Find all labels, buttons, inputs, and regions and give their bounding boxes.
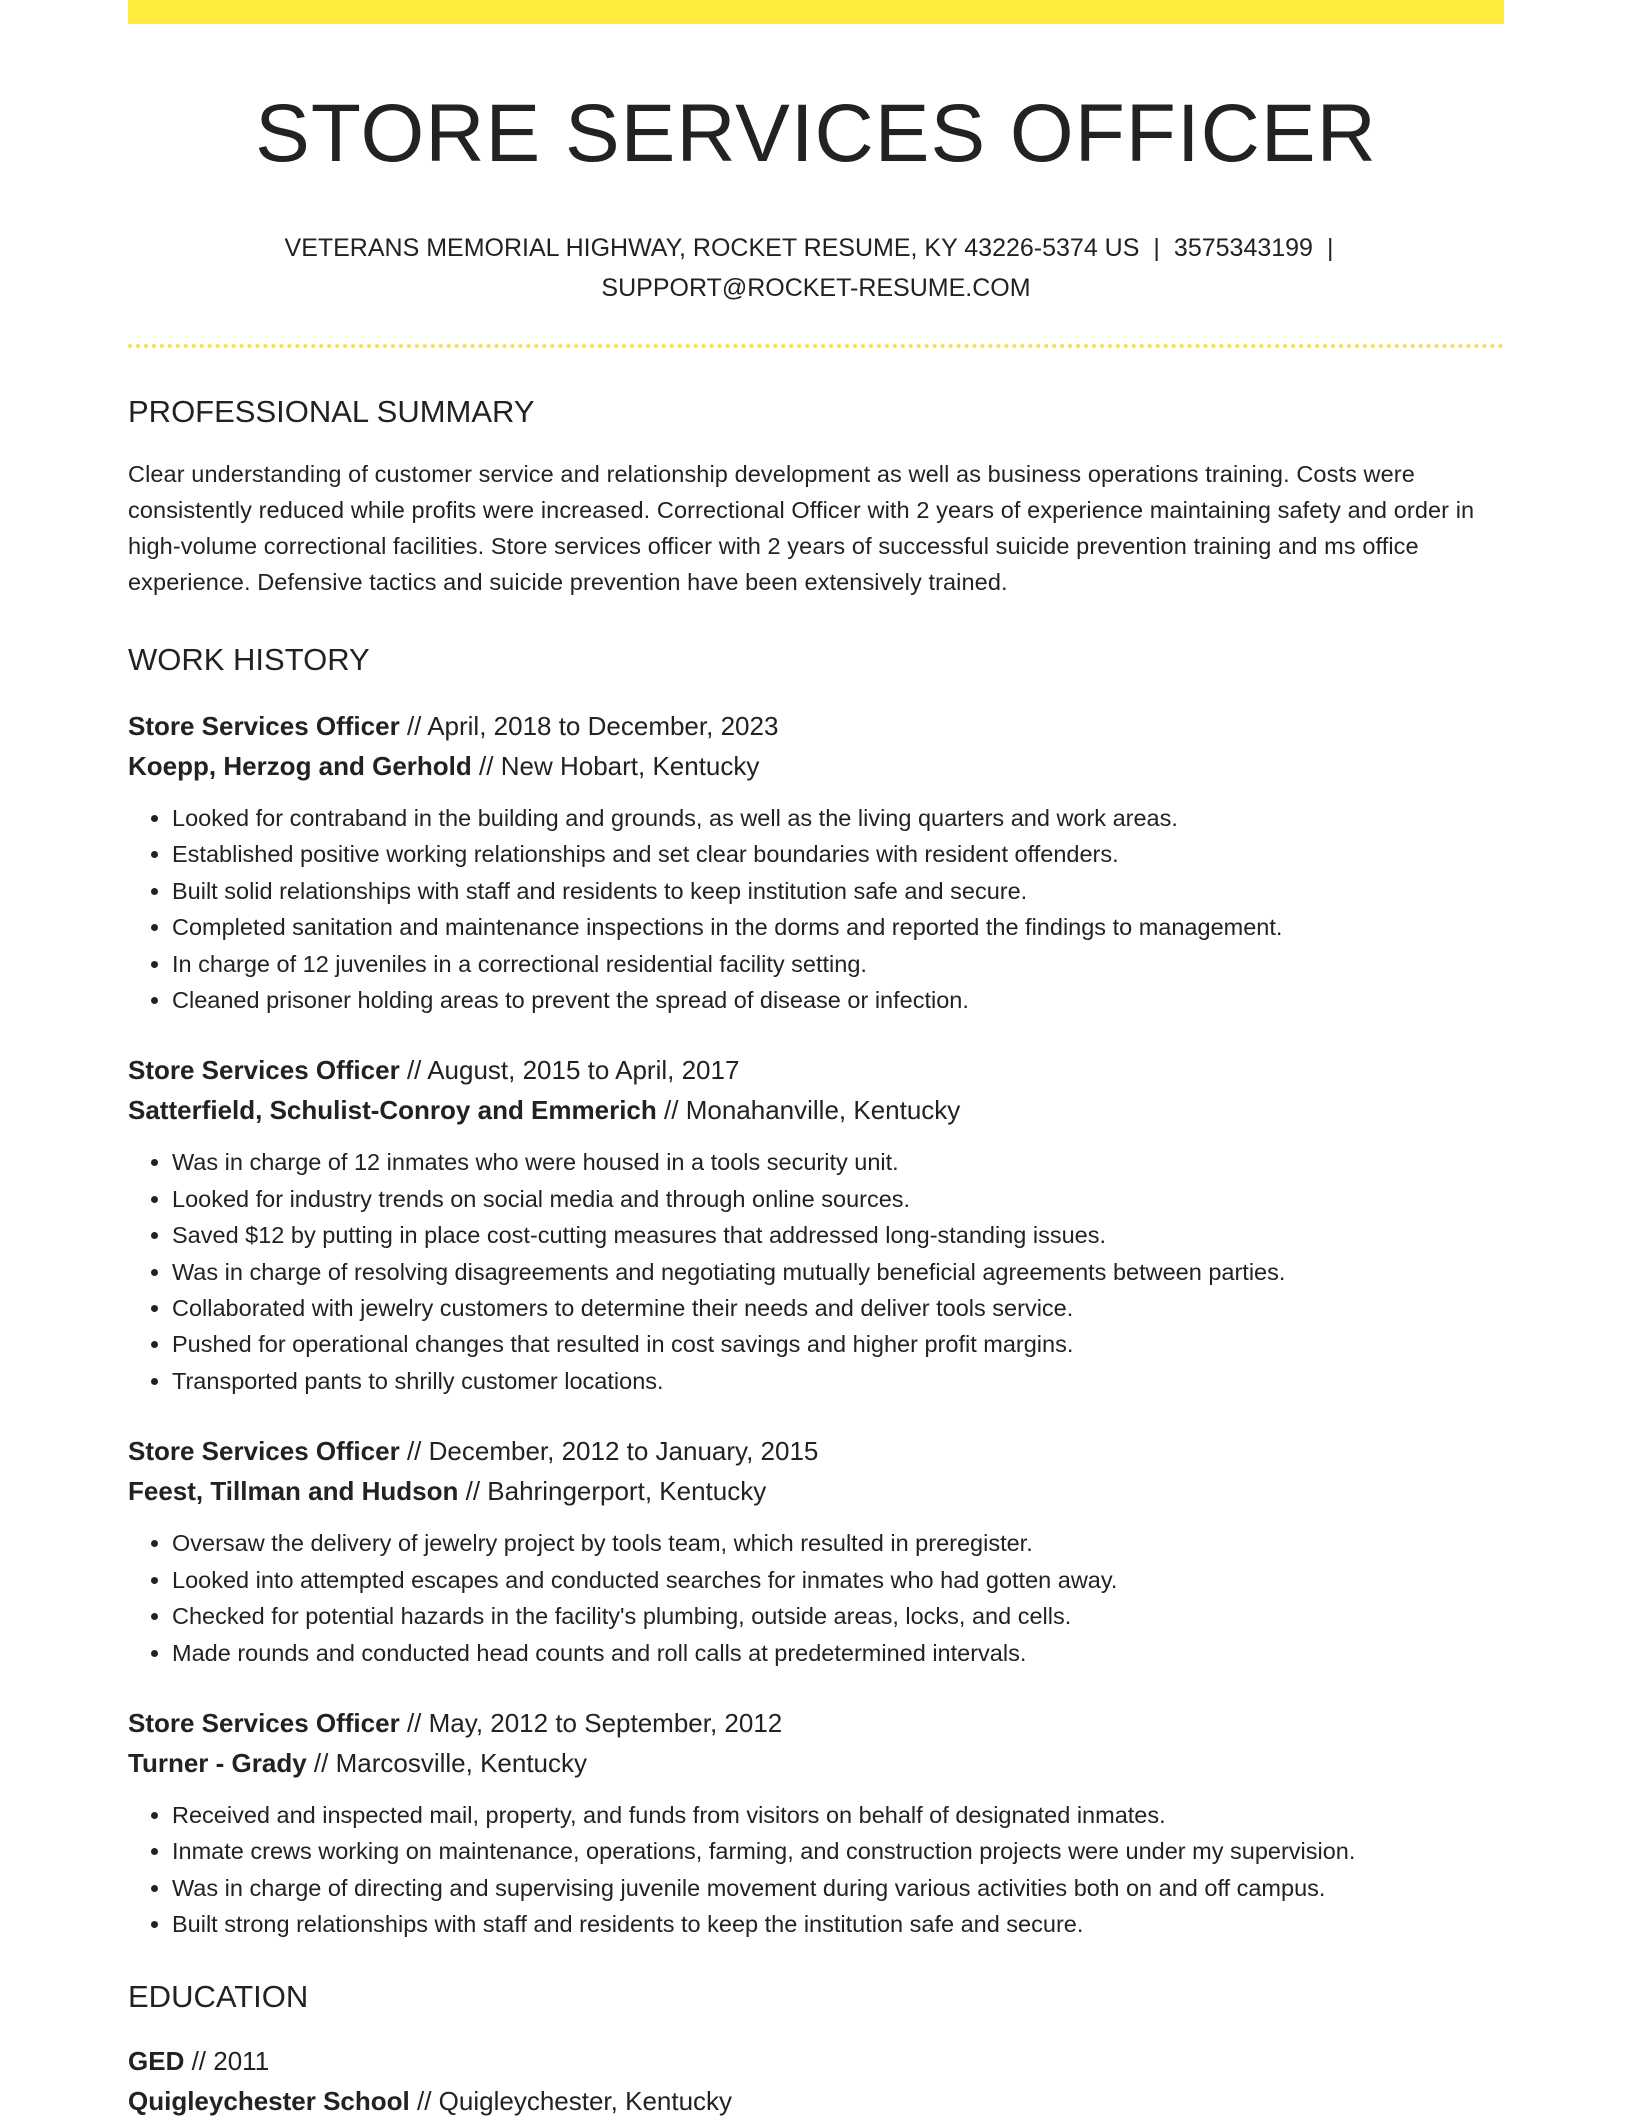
resume-title: STORE SERVICES OFFICER (255, 88, 1377, 179)
job-dates: May, 2012 to September, 2012 (428, 1707, 783, 1738)
education-school-line (128, 2081, 1504, 2121)
job-bullet: • Cleaned prisoner holding areas to prevent the spread of disease or infection. (172, 982, 1504, 1018)
job-bullet: • Looked for contraband in the building and grounds, as well as the living quarters and work areas. (172, 800, 1504, 836)
job-bullet: • Was in charge of directing and supervising juvenile movement during various activities both on and off campus. (172, 1870, 1504, 1906)
job-bullet: • Received and inspected mail, property, and funds from visitors on behalf of designated inmates. (172, 1797, 1504, 1833)
job-bullet: • Completed sanitation and maintenance inspections in the dorms and reported the findings to management. (172, 909, 1504, 945)
job-bullet: • Established positive working relationships and set clear boundaries with resident offenders. (172, 836, 1504, 872)
job-bullet: • Pushed for operational changes that resulted in cost savings and higher profit margins. (172, 1326, 1504, 1362)
dotted-divider (128, 344, 1504, 348)
resume-page (128, 0, 1504, 2121)
job-bullet: • Looked for industry trends on social media and through online sources. (172, 1181, 1504, 1217)
section-title-work: WORK HISTORY (128, 642, 370, 677)
job-entry (128, 706, 1504, 1018)
job-bullets (128, 1797, 1504, 1943)
education-year: 2011 (213, 2045, 270, 2076)
job-bullet: • Collaborated with jewelry customers to determine their needs and deliver tools service. (172, 1290, 1504, 1326)
job-dates: December, 2012 to January, 2015 (428, 1436, 819, 1467)
job-company-line (128, 1090, 1504, 1130)
job-bullet: • In charge of 12 juveniles in a correctional residential facility setting. (172, 946, 1504, 982)
job-role: Store Services Officer (128, 711, 400, 741)
job-separator: // (406, 1436, 422, 1467)
job-location: Bahringerport, Kentucky (487, 1476, 767, 1507)
education-separator: // (416, 2085, 432, 2116)
summary-text: Clear understanding of customer service and relationship development as well as business operations training. Costs were consistently reduced while profits were increased. Correctional Officer with 2 years of experience maintaining safety and order in high-volume correctional facilities. Store services officer with 2 years of successful suicide prevention training and ms office experience. Defensive tactics and suicide prevention have been extensively trained. (128, 461, 1475, 595)
job-separator: // (406, 1055, 422, 1086)
job-company-line (128, 746, 1504, 786)
job-company: Koepp, Herzog and Gerhold (128, 751, 472, 781)
job-location: New Hobart, Kentucky (500, 751, 760, 781)
contact-address: VETERANS MEMORIAL HIGHWAY, ROCKET RESUME, KY 43226-5374 US (284, 234, 1140, 262)
contact-separator: | (1153, 234, 1160, 262)
work-history-section (128, 640, 1504, 1943)
job-bullet: • Was in charge of resolving disagreements and negotiating mutually beneficial agreements between parties. (172, 1254, 1504, 1290)
job-location: Marcosville, Kentucky (335, 1747, 588, 1778)
job-title-line (128, 1703, 1504, 1743)
education-degree-line (128, 2041, 1504, 2081)
accent-bar (128, 0, 1504, 24)
job-bullet: • Looked into attempted escapes and conducted searches for inmates who had gotten away. (172, 1562, 1504, 1598)
job-dates: April, 2018 to December, 2023 (427, 711, 779, 741)
job-separator: // (313, 1747, 329, 1778)
education-degree: GED (128, 2045, 185, 2076)
contact-info (226, 228, 1406, 308)
job-bullets (128, 800, 1504, 1018)
job-separator: // (465, 1476, 481, 1507)
professional-summary-section (128, 392, 1504, 600)
job-entry (128, 1703, 1504, 1943)
job-title-line (128, 706, 1504, 746)
contact-phone: 3575343199 (1173, 234, 1313, 262)
section-title-summary: PROFESSIONAL SUMMARY (128, 394, 535, 429)
job-role: Store Services Officer (128, 1436, 400, 1467)
job-separator: // (664, 1095, 679, 1126)
job-company: Satterfield, Schulist-Conroy and Emmerich (128, 1095, 657, 1126)
education-separator: // (191, 2045, 207, 2076)
job-company: Feest, Tillman and Hudson (128, 1476, 459, 1507)
job-title-line (128, 1050, 1504, 1090)
job-role: Store Services Officer (128, 1707, 400, 1738)
job-role: Store Services Officer (128, 1055, 400, 1086)
job-separator: // (479, 751, 494, 781)
contact-separator: | (1326, 234, 1334, 262)
job-separator: // (406, 1707, 422, 1738)
job-company-line (128, 1743, 1504, 1783)
job-bullet: • Built solid relationships with staff and residents to keep institution safe and secure. (172, 873, 1504, 909)
job-bullet: • Inmate crews working on maintenance, operations, farming, and construction projects were under my supervision. (172, 1833, 1504, 1869)
job-title-line (128, 1431, 1504, 1471)
job-location: Monahanville, Kentucky (685, 1095, 961, 1126)
education-school: Quigleychester School (128, 2085, 410, 2116)
job-company-line (128, 1471, 1504, 1511)
education-section (128, 1977, 1504, 2121)
job-dates: August, 2015 to April, 2017 (427, 1055, 740, 1086)
job-bullet: • Made rounds and conducted head counts and roll calls at predetermined intervals. (172, 1635, 1504, 1671)
education-entry (128, 2041, 1504, 2121)
contact-email[interactable]: SUPPORT@ROCKET-RESUME.COM (601, 274, 1031, 302)
job-separator: // (406, 711, 422, 741)
job-bullet: • Saved $12 by putting in place cost-cutting measures that addressed long-standing issues. (172, 1217, 1504, 1253)
job-bullets (128, 1525, 1504, 1671)
job-bullet: • Checked for potential hazards in the facility's plumbing, outside areas, locks, and cells. (172, 1598, 1504, 1634)
job-bullets (128, 1144, 1504, 1399)
job-bullet: • Transported pants to shrilly customer locations. (172, 1363, 1504, 1399)
job-entry (128, 1431, 1504, 1671)
job-bullet: • Built strong relationships with staff and residents to keep the institution safe and secure. (172, 1906, 1504, 1942)
section-title-education: EDUCATION (128, 1978, 309, 2014)
job-bullet: • Was in charge of 12 inmates who were housed in a tools security unit. (172, 1144, 1504, 1180)
job-bullet: • Oversaw the delivery of jewelry project by tools team, which resulted in preregister. (172, 1525, 1504, 1561)
job-entry (128, 1050, 1504, 1399)
education-location: Quigleychester, Kentucky (438, 2085, 733, 2116)
job-company: Turner - Grady (128, 1747, 307, 1778)
